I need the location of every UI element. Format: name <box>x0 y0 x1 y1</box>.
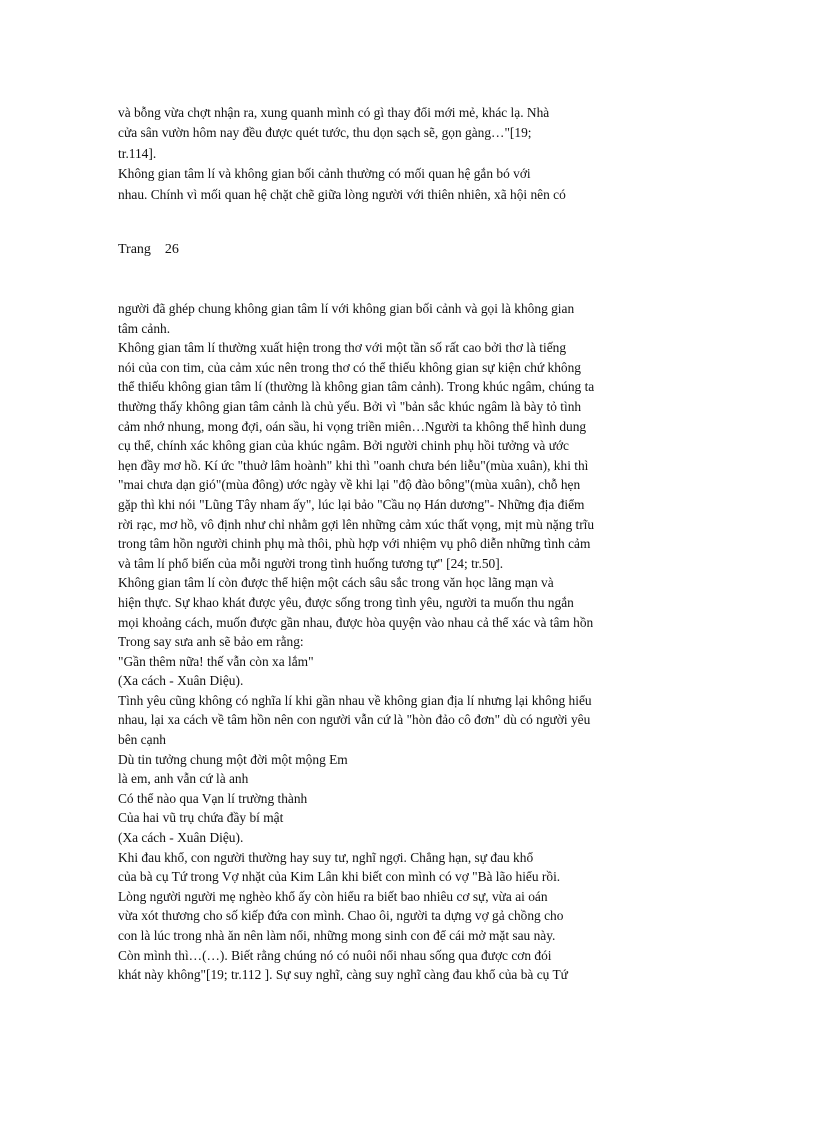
text-line: hiện thực. Sự khao khát được yêu, được sống trong tình yêu, người ta muốn thu ngắn <box>118 594 574 610</box>
text-line: Có thể nào qua Vạn lí trường thành <box>118 790 308 806</box>
text-line: thể thiếu không gian tâm lí (thường là không gian tâm cảnh). Trong khúc ngâm, chúng ta <box>118 379 595 395</box>
text-line: Của hai vũ trụ chứa đầy bí mật <box>118 810 284 826</box>
text-line: và bỗng vừa chợt nhận ra, xung quanh mình có gì thay đổi mới mẻ, khác lạ. Nhà <box>118 105 550 120</box>
text-line: Còn mình thì…(…). Biết rằng chúng nó có nuôi nổi nhau sống qua được cơn đói <box>118 947 552 963</box>
top-text-block <box>118 103 708 205</box>
text-line: thường thấy không gian tâm cảnh là chủ yếu. Bởi vì "bản sắc khúc ngâm là bày tỏ tình <box>118 398 582 414</box>
main-text-block <box>118 299 708 985</box>
text-line: là em, anh vẫn cứ là anh <box>118 771 249 787</box>
text-line: Trong say sưa anh sẽ bảo em rằng: <box>118 634 304 650</box>
text-line: "mai chưa dạn gió"(mùa đông) ước ngày về khi lại "độ đào bông"(mùa xuân), chỗ hẹn <box>118 477 581 493</box>
text-line: gặp thì khi nói "Lũng Tây nham ấy", lúc lại bảo "Cầu nọ Hán dương"- Những địa điểm <box>118 496 585 512</box>
text-line: mọi khoảng cách, muốn được gần nhau, được hòa quyện vào nhau cả thể xác và tâm hồn <box>118 614 594 630</box>
text-line: cảm nhớ nhung, mong đợi, oán sầu, hi vọng triền miên…Người ta không thể hình dung <box>118 418 587 434</box>
text-line: vừa xót thương cho số kiếp đứa con mình. Chao ôi, người ta dựng vợ gả chồng cho <box>118 908 564 924</box>
text-line: nhau, lại xa cách về tâm hồn nên con người vẫn cứ là "hòn đảo cô đơn" dù có người yêu <box>118 712 591 728</box>
text-line: cửa sân vườn hôm nay đều được quét tước, thu dọn sạch sẽ, gọn gàng…"[19; <box>118 125 532 141</box>
text-line: con là lúc trong nhà ăn nên làm nổi, những mong sinh con để cái mở mặt sau này. <box>118 928 556 943</box>
text-line: nói của con tim, của cảm xúc nên trong thơ có thể thiếu không gian sự kiện chứ không <box>118 359 582 375</box>
text-line: và tâm lí phổ biến của mỗi người trong tình huống tương tự" [24; tr.50]. <box>118 555 504 571</box>
text-line: người đã ghép chung không gian tâm lí với không gian bối cảnh và gọi là không gian <box>118 301 575 316</box>
text-line: trong tâm hồn người chinh phụ mà thôi, phù hợp với nhiệm vụ phô diễn những tình cảm <box>118 536 591 552</box>
text-line: Không gian tâm lí còn được thể hiện một cách sâu sắc trong văn học lãng mạn và <box>118 575 554 591</box>
text-line: (Xa cách - Xuân Diệu). <box>118 830 244 846</box>
text-line: Khi đau khổ, con người thường hay suy tư, nghĩ ngợi. Chẳng hạn, sự đau khổ <box>118 849 534 865</box>
text-line: cụ thể, chính xác không gian của khúc ngâm. Bởi người chinh phụ hồi tưởng và ước <box>118 438 569 454</box>
text-line: Không gian tâm lí thường xuất hiện trong thơ với một tần số rất cao bởi thơ là tiếng <box>118 340 567 356</box>
text-line: (Xa cách - Xuân Diệu). <box>118 673 244 689</box>
text-line: tr.114]. <box>118 145 157 161</box>
text-line: Lòng người người mẹ nghèo khổ ấy còn hiểu ra biết bao nhiêu cơ sự, vừa ai oán <box>118 888 548 904</box>
text-line: Không gian tâm lí và không gian bối cảnh thường có mối quan hệ gắn bó với <box>118 166 531 182</box>
text-line: rời rạc, mơ hồ, vô định như chỉ nhằm gợi lên những cảm xúc thất vọng, mịt mù nặng trĩu <box>118 516 595 532</box>
text-line: khát này không"[19; tr.112 ]. Sự suy nghĩ, càng suy nghĩ càng đau khổ của bà cụ Tứ <box>118 967 568 983</box>
page-number-label: Trang 26 <box>118 242 179 257</box>
text-line: nhau. Chính vì mối quan hệ chặt chẽ giữa lòng người với thiên nhiên, xã hội nên có <box>118 186 566 202</box>
text-line: của bà cụ Tứ trong Vợ nhặt của Kim Lân khi biết con mình có vợ "Bà lão hiểu rồi. <box>118 869 561 885</box>
text-line: Tình yêu cũng không có nghĩa lí khi gần nhau về không gian địa lí nhưng lại không hiểu <box>118 692 592 708</box>
text-line: tâm cảnh. <box>118 320 171 336</box>
text-line: bên cạnh <box>118 732 166 748</box>
text-line: "Gần thêm nữa! thế vẫn còn xa lắm" <box>118 653 314 669</box>
text-line: hẹn đầy mơ hồ. Kí ức "thuở lâm hoành" khi thì "oanh chưa bén liễu"(mùa xuân), khi thì <box>118 457 589 473</box>
text-line: Dù tin tưởng chung một đời một mộng Em <box>118 751 348 767</box>
